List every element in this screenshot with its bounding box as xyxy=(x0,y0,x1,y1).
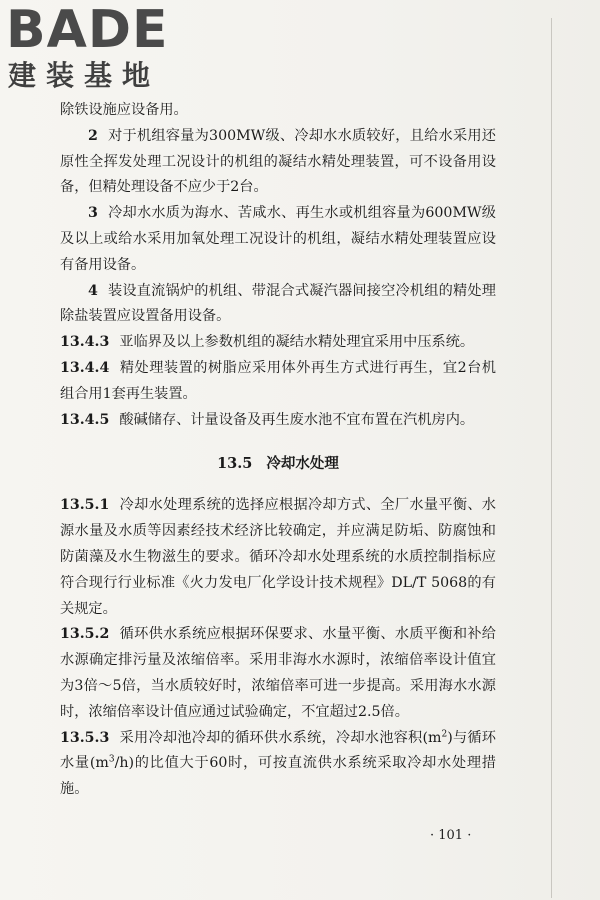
logo-mark: BADE xyxy=(6,0,169,60)
clause-13-5-3 xyxy=(60,726,496,803)
clause-text: 精处理装置的树脂应采用体外再生方式进行再生，宜2台机组合用1套再生装置。 xyxy=(60,359,496,402)
bade-logo xyxy=(6,0,176,96)
section-number: 13.5 xyxy=(217,455,253,473)
clause-number: 13.4.4 xyxy=(60,359,110,376)
page-number: · 101 · xyxy=(430,828,472,843)
section-heading xyxy=(60,453,496,475)
clause-number: 13.5.1 xyxy=(60,497,110,514)
clause-13-4-5 xyxy=(60,408,496,434)
clause-number: 13.5.2 xyxy=(60,626,110,643)
clause-text: 冷却水处理系统的选择应根据冷却方式、全厂水量平衡、水源水量及水质等因素经技术经济比较确定，并应满足防垢、防腐蚀和防菌藻及水生物滋生的要求。循环冷却水处理系统的水质控制指标应符合现行行业标准《火力发电厂化学设计技术规程》DL/T 5068的有关规定。 xyxy=(60,497,496,617)
item-2 xyxy=(60,124,496,201)
superscript: 2 xyxy=(441,728,448,739)
logo-subtitle: 建装基地 xyxy=(8,59,161,92)
item-4 xyxy=(60,279,496,331)
clause-13-5-2 xyxy=(60,622,496,725)
clause-text: 亚临界及以上参数机组的凝结水精处理宜采用中压系统。 xyxy=(119,334,475,351)
clause-13-4-4 xyxy=(60,356,496,408)
clause-number: 13.4.5 xyxy=(60,411,110,428)
clause-text-part: /h)的比值大于60时，可按直流供水系统采取冷却水处理措施。 xyxy=(60,755,496,798)
clause-13-5-1 xyxy=(60,493,496,622)
clause-text-part: )与循环水量(m xyxy=(60,729,496,772)
clause-number: 13.4.3 xyxy=(60,334,110,351)
item-3 xyxy=(60,201,496,278)
item-text: 对于机组容量为300MW级、冷却水水质较好，且给水采用还原性全挥发处理工况设计的机组的凝结水精处理装置，可不设备用设备，但精处理设备不应少于2台。 xyxy=(60,127,496,196)
item-number: 3 xyxy=(88,205,98,222)
section-title-text: 冷却水处理 xyxy=(266,455,339,473)
item-number: 4 xyxy=(88,282,98,299)
item-number: 2 xyxy=(88,127,98,144)
item-text: 装设直流锅炉的机组、带混合式凝汽器间接空冷机组的精处理除盐装置应设置备用设备。 xyxy=(60,282,496,325)
page-fold-line xyxy=(551,18,552,898)
page-content xyxy=(60,98,496,803)
item-text: 冷却水水质为海水、苦咸水、再生水或机组容量为600MW级及以上或给水采用加氧处理工况设计的机组，凝结水精处理装置应设有备用设备。 xyxy=(60,205,496,273)
clause-text: 循环供水系统应根据环保要求、水量平衡、水质平衡和补给水源确定排污量及浓缩倍率。采用非海水水源时，浓缩倍率设计值宜为3倍～5倍，当水质较好时，浓缩倍率可进一步提高。采用海水水源时，浓缩倍率设计值应通过试验确定，不宜超过2.5倍。 xyxy=(60,626,496,720)
clause-number: 13.5.3 xyxy=(60,729,110,746)
clause-text-part: 采用冷却池冷却的循环供水系统，冷却水池容积(m xyxy=(119,729,442,746)
continuation-text: 除铁设施应设备用。 xyxy=(60,102,188,118)
clause-13-4-3 xyxy=(60,330,496,356)
clause-text: 酸碱储存、计量设备及再生废水池不宜布置在汽机房内。 xyxy=(119,411,475,428)
superscript: 3 xyxy=(108,754,115,765)
